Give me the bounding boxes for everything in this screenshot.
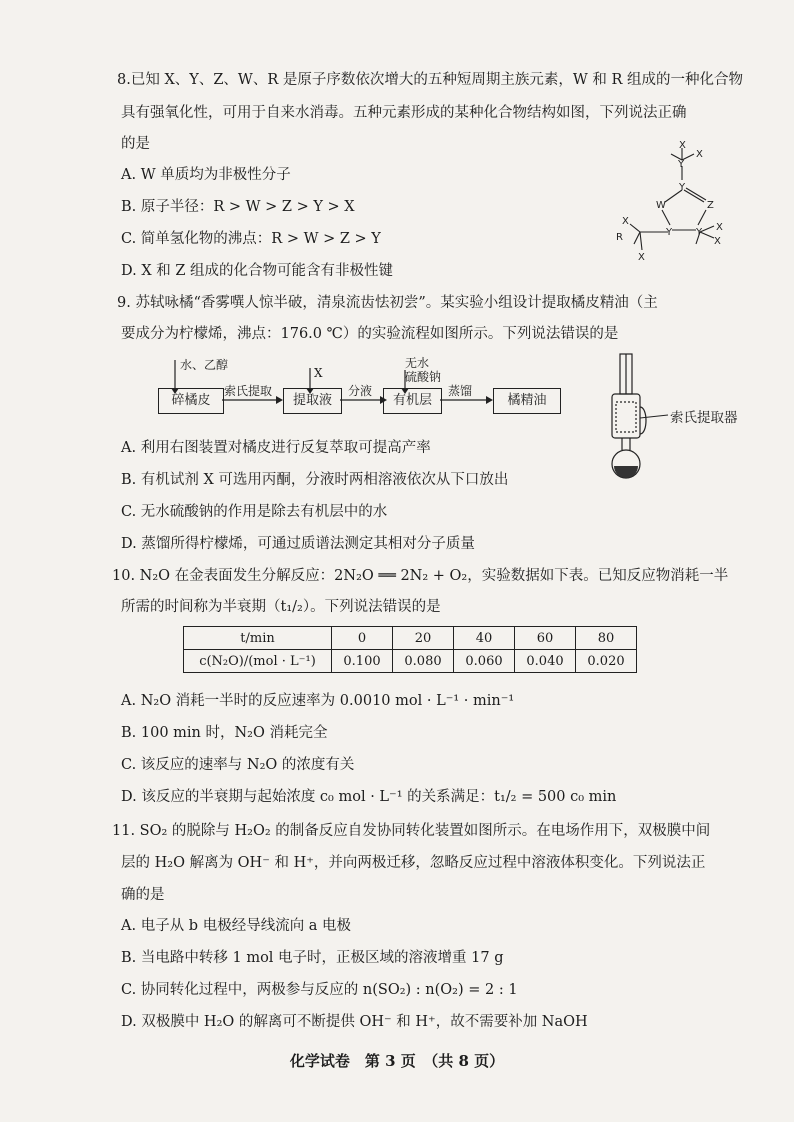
q8-option-a: A. W 单质均为非极性分子: [121, 167, 291, 183]
q9-flowchart: [150, 352, 590, 422]
q9-option-c: C. 无水硫酸钠的作用是除去有机层中的水: [121, 504, 388, 520]
q9-reagent-anhydrous: 无水: [405, 356, 430, 370]
atom-label: X: [622, 216, 629, 227]
q9-stem-line1: 9. 苏轼咏橘“香雾噀人惊半破，清泉流齿怯初尝”。某实验小组设计提取橘皮精油（主: [117, 295, 658, 311]
q9-option-b: B. 有机试剂 X 可选用丙酮，分液时两相溶液依次从下口放出: [121, 472, 509, 488]
q9-box-crushed-peel: 碎橘皮: [158, 388, 224, 414]
q11-option-d: D. 双极膜中 H₂O 的解离可不断提供 OH⁻ 和 H⁺，故不需要补加 NaOH: [121, 1014, 588, 1030]
q8-structure-diagram: [610, 140, 730, 270]
table-header-concentration: c(N₂O)/(mol · L⁻¹): [184, 650, 332, 673]
table-cell: 0.040: [515, 650, 576, 673]
q9-box-orange-oil: 橘精油: [493, 388, 561, 414]
atom-label: X: [696, 149, 703, 160]
atom-label: Y: [679, 182, 686, 193]
soxhlet-pointer-line: [640, 412, 670, 422]
table-cell: 20: [393, 627, 454, 650]
q8-stem-line3: 的是: [121, 136, 150, 152]
q11-stem-line3: 确的是: [121, 887, 165, 903]
q8-stem-line2: 具有强氧化性，可用于自来水消毒。五种元素形成的某种化合物结构如图，下列说法正确: [121, 105, 687, 121]
q9-stem-line2: 要成分为柠檬烯，沸点：176.0 ℃）的实验流程如图所示。下列说法错误的是: [121, 326, 619, 342]
q11-stem-line2: 层的 H₂O 解离为 OH⁻ 和 H⁺，并向两极迁移，忽略反应过程中溶液体积变化。下列说法正: [121, 855, 706, 871]
atom-label: Y: [678, 159, 685, 170]
q10-option-d: D. 该反应的半衰期与起始浓度 c₀ mol · L⁻¹ 的关系满足：t₁/₂ = 500 c₀ min: [121, 789, 617, 805]
table-row: [184, 650, 637, 673]
q9-step-distillation: 蒸馏: [448, 384, 473, 398]
table-cell: 60: [515, 627, 576, 650]
table-cell: 0.060: [454, 650, 515, 673]
q9-box-organic-layer: 有机层: [383, 388, 442, 414]
atom-label: X: [638, 252, 645, 263]
q9-option-d: D. 蒸馏所得柠檬烯，可通过质谱法测定其相对分子质量: [121, 536, 475, 552]
q11-option-c: C. 协同转化过程中，两极参与反应的 n(SO₂) : n(O₂) = 2 : 1: [121, 982, 518, 998]
table-cell: 0.020: [576, 650, 637, 673]
atom-label: X: [679, 140, 686, 151]
q10-stem-line2: 所需的时间称为半衰期（t₁/₂）。下列说法错误的是: [121, 599, 441, 615]
q11-stem-line1: 11. SO₂ 的脱除与 H₂O₂ 的制备反应自发协同转化装置如图所示。在电场作用下，双极膜中间: [112, 823, 711, 839]
q9-reagent-x: X: [314, 366, 323, 380]
atom-label: R: [616, 232, 623, 243]
q11-option-b: B. 当电路中转移 1 mol 电子时，正极区域的溶液增重 17 g: [121, 950, 504, 966]
table-cell: 80: [576, 627, 637, 650]
atom-label: Z: [707, 200, 714, 211]
q9-option-a: A. 利用右图装置对橘皮进行反复萃取可提高产率: [121, 440, 431, 456]
table-cell: 40: [454, 627, 515, 650]
table-cell: 0: [332, 627, 393, 650]
q9-step-soxhlet: 索氏提取: [224, 384, 273, 398]
q9-step-separation: 分液: [348, 384, 373, 398]
table-cell: 0.100: [332, 650, 393, 673]
atom-label: Y: [666, 227, 673, 238]
q10-stem-line1: 10. N₂O 在金表面发生分解反应：2N₂O ══ 2N₂ + O₂，实验数据如下表。已知反应物消耗一半: [112, 568, 729, 584]
table-row: [184, 627, 637, 650]
q8-stem-line1: 8.已知 X、Y、Z、W、R 是原子序数依次增大的五种短周期主族元素，W 和 R 组成的一种化合物: [117, 72, 743, 88]
table-header-time: t/min: [184, 627, 332, 650]
q9-reagent-sodium-sulfate: 硫酸钠: [405, 370, 442, 384]
q10-option-c: C. 该反应的速率与 N₂O 的浓度有关: [121, 757, 355, 773]
table-cell: 0.080: [393, 650, 454, 673]
soxhlet-label: 索氏提取器: [670, 410, 738, 426]
q8-option-b: B. 原子半径：R > W > Z > Y > X: [121, 199, 355, 215]
atom-label: X: [716, 222, 723, 233]
q9-reagent-water-ethanol: 水、乙醇: [180, 358, 229, 372]
atom-label: W: [656, 200, 666, 211]
q11-option-a: A. 电子从 b 电极经导线流向 a 电极: [121, 918, 352, 934]
q8-option-c: C. 简单氢化物的沸点：R > W > Z > Y: [121, 231, 381, 247]
q9-box-extract: 提取液: [283, 388, 342, 414]
atom-label: Y: [696, 227, 703, 238]
q8-option-d: D. X 和 Z 组成的化合物可能含有非极性键: [121, 263, 394, 279]
atom-label: X: [714, 236, 721, 247]
q10-data-table: [183, 626, 637, 673]
q10-option-b: B. 100 min 时，N₂O 消耗完全: [121, 725, 328, 741]
q10-option-a: A. N₂O 消耗一半时的反应速率为 0.0010 mol · L⁻¹ · min⁻¹: [121, 693, 515, 709]
page-footer: 化学试卷 第 3 页 （共 8 页）: [289, 1052, 505, 1070]
